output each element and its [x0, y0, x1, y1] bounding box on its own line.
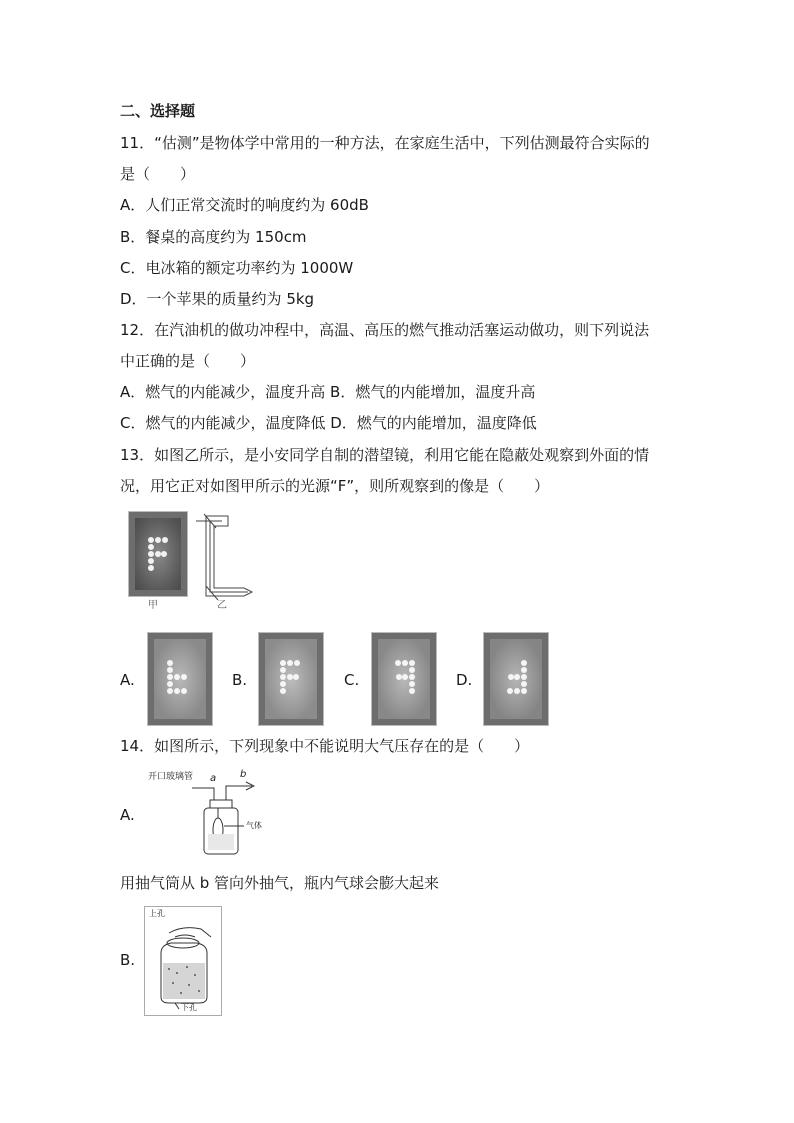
q14-option-b-label: B. — [120, 951, 136, 969]
q14-option-a-label: A. — [120, 806, 135, 824]
q13-option-d-label: D. — [456, 671, 473, 689]
q14-figure-b-container — [144, 906, 222, 1016]
q11-stem-line2: 是（ ） — [120, 165, 196, 183]
q14-figure-a-balloon-label: 气体 — [246, 821, 262, 830]
q13-option-a-image — [147, 632, 213, 726]
q12-stem-line2: 中正确的是（ ） — [120, 352, 256, 370]
figure-yi-periscope — [192, 508, 262, 612]
q11-option-c: C．电冰箱的额定功率约为 1000W — [120, 259, 354, 277]
q11-option-b: B．餐桌的高度约为 150cm — [120, 228, 307, 246]
q13-option-a-label: A. — [120, 671, 135, 689]
q11-option-d: D．一个苹果的质量约为 5kg — [120, 290, 315, 308]
section-title: 二、选择题 — [120, 102, 196, 120]
q13-stem-line1: 13．如图乙所示，是小安同学自制的潜望镜，利用它能在隐蔽处观察到外面的情 — [120, 446, 650, 464]
q13-option-c-label: C. — [344, 671, 360, 689]
q11-option-a: A．人们正常交流时的响度约为 60dB — [120, 196, 369, 214]
q14-figure-b-bottom-hole-label: 下孔 — [181, 1003, 197, 1012]
figure-yi-caption: 乙 — [217, 600, 227, 611]
q14-option-a-description: 用抽气筒从 b 管向外抽气，瓶内气球会膨大起来 — [120, 874, 440, 892]
q13-option-c-image — [371, 632, 437, 726]
q13-option-b-image — [258, 632, 324, 726]
q12-options-row1: A．燃气的内能减少，温度升高 B．燃气的内能增加，温度升高 — [120, 383, 536, 401]
letter-f-dots — [129, 512, 187, 596]
q12-stem-line1: 12．在汽油机的做功冲程中，高温、高压的燃气推动活塞运动做功，则下列说法 — [120, 321, 650, 339]
q14-figure-a-label-a: a — [210, 773, 217, 784]
q13-option-d-image — [483, 632, 549, 726]
q14-figure-a-label-b: b — [240, 769, 247, 780]
figure-jia-caption: 甲 — [148, 600, 158, 611]
q13-option-b-label: B. — [232, 671, 248, 689]
figure-jia-light-source — [128, 511, 188, 597]
q14-stem: 14．如图所示，下列现象中不能说明大气压存在的是（ ） — [120, 737, 530, 755]
q14-figure-b-top-hole-label: 上孔 — [149, 909, 165, 918]
q11-stem-line1: 11．“估测”是物体学中常用的一种方法，在家庭生活中，下列估测最符合实际的 — [120, 134, 650, 152]
q14-figure-a-tube-label: 开口玻璃管 — [148, 772, 194, 782]
q14-figure-a-bottle — [148, 768, 274, 858]
q13-stem-line2: 况，用它正对如图甲所示的光源“F”，则所观察到的像是（ ） — [120, 477, 550, 495]
q12-options-row2: C．燃气的内能减少，温度降低 D．燃气的内能增加，温度降低 — [120, 414, 537, 432]
